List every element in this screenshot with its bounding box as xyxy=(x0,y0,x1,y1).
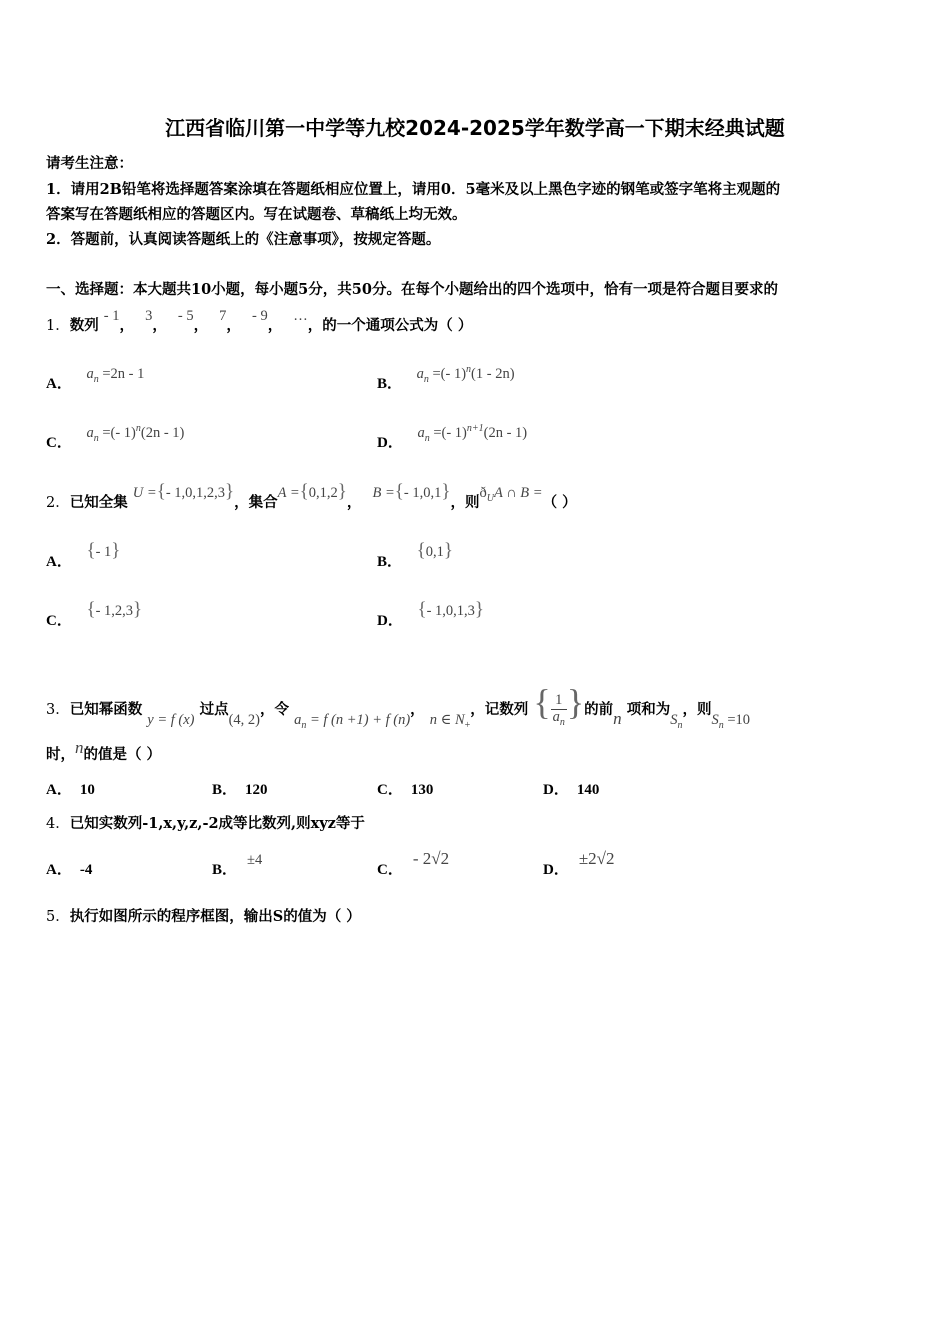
q3-text: 时， xyxy=(46,746,75,763)
q4-option-a[interactable] xyxy=(46,858,92,879)
q3-text: 已知幂函数 xyxy=(69,701,143,718)
q1-prefix: 数列 xyxy=(69,317,99,334)
fraction-denominator: a xyxy=(552,709,560,726)
section-heading: 一、选择题：本大题共10小题，每小题5分，共50分。在每个小题给出的四个选项中，恰有一项是符合题目要求的 xyxy=(46,281,778,298)
notice-line-1b: 答案写在答题纸相应的答题区内。写在试题卷、草稿纸上均无效。 xyxy=(46,206,467,223)
math-var: a xyxy=(416,366,424,382)
q3-text: ，记数列 xyxy=(470,701,529,718)
option-label: B． xyxy=(377,376,403,392)
math-sub: n xyxy=(718,719,724,731)
option-label: C． xyxy=(46,435,72,451)
q4-option-d[interactable] xyxy=(543,849,615,879)
math-var: S xyxy=(711,712,719,728)
option-value: - 2√2 xyxy=(412,849,450,868)
math-expr: A ∩ B = xyxy=(493,485,543,501)
math-set: 0,1 xyxy=(425,544,444,560)
math-sup: n+1 xyxy=(466,423,484,435)
q1-term-6: … xyxy=(293,308,308,324)
option-label: C． xyxy=(377,862,403,878)
math-sub: n xyxy=(423,373,429,385)
q3-option-b[interactable] xyxy=(212,778,268,799)
option-label: A． xyxy=(46,862,72,878)
q1-sep: ， xyxy=(193,317,209,334)
option-label: D． xyxy=(543,862,569,878)
q1-term-5: - 9 xyxy=(251,308,268,324)
q1-option-c[interactable] xyxy=(46,423,185,454)
q3-function: y = f (x) xyxy=(147,712,195,728)
math-expr: U = xyxy=(132,485,157,501)
math-var: S xyxy=(670,712,678,728)
option-value: 120 xyxy=(245,782,268,798)
notice-line-1: 1．请用2B铅笔将选择题答案涂填在答题纸相应位置上，请用0．5毫米及以上黑色字迹的钢笔或签字笔将主观题的 xyxy=(46,181,781,198)
q5-text: 执行如图所示的程序框图，输出S的值为（ ） xyxy=(69,908,361,925)
q1-option-d[interactable] xyxy=(377,423,528,454)
question-3: 3．已知幂函数 y = f (x) 过点(4, 2)，令 $a_n = f$ (n +1) + f (n)， n ∈ $N_+$，记数列 { $\frac{1}{a_n}$ }的前n 项和为$S_n$，则$S_n =10$ xyxy=(46,682,751,731)
q2-text: ，则 xyxy=(450,494,480,511)
q1-sep: ， xyxy=(119,317,135,334)
option-value: -4 xyxy=(79,862,93,878)
q3-text: ，则 xyxy=(682,701,712,718)
math-var: a xyxy=(86,425,94,441)
fraction-numerator: 1 xyxy=(551,693,567,710)
math-sub: n xyxy=(559,717,565,729)
q2-text: ， xyxy=(346,494,362,511)
math-sub: + xyxy=(464,719,471,731)
q4-number: 4． xyxy=(46,816,70,832)
q3-option-c[interactable] xyxy=(377,778,433,799)
option-label: D． xyxy=(543,782,569,798)
math-expr: B = xyxy=(372,485,395,501)
q1-sep: ， xyxy=(152,317,167,334)
q2-universal-set: - 1,0,1,2,3 xyxy=(165,485,226,501)
question-3-line-2 xyxy=(46,738,162,764)
q3-number: 3． xyxy=(46,702,70,718)
q3-point: (4, 2) xyxy=(228,712,260,728)
math-expr: (2n - 1) xyxy=(140,425,185,441)
q4-option-c[interactable] xyxy=(377,849,450,879)
option-label: B． xyxy=(212,862,238,878)
option-value: ±4 xyxy=(247,852,263,868)
math-var: a xyxy=(294,712,302,728)
option-value: ±2√2 xyxy=(578,849,615,868)
option-label: D． xyxy=(377,435,403,451)
q3-text: 过点 xyxy=(199,701,229,718)
q1-option-b[interactable] xyxy=(377,364,515,395)
q3-n: n xyxy=(75,738,84,757)
q2-option-b[interactable]: B． {0,1} xyxy=(377,540,453,570)
option-value: 130 xyxy=(410,782,434,798)
option-label: C． xyxy=(46,613,72,629)
q2-option-a[interactable]: A． {- 1} xyxy=(46,540,121,570)
q2-text: ，集合 xyxy=(234,494,278,511)
math-expr: (1 - 2n) xyxy=(471,366,515,382)
q3-recurrence: = f (n +1) + f (n) xyxy=(309,712,411,728)
question-4 xyxy=(46,812,365,833)
math-var: a xyxy=(86,366,94,382)
q2-set-a: 0,1,2 xyxy=(308,485,338,501)
q3-text: 的值是（ ） xyxy=(83,746,162,763)
math-set: - 1,2,3 xyxy=(95,603,134,619)
math-sub: n xyxy=(93,373,99,385)
math-sub: n xyxy=(424,432,430,444)
q3-text: ，令 xyxy=(260,701,289,718)
q3-text: 的前 xyxy=(584,701,614,718)
notice-heading: 请考生注意： xyxy=(46,155,133,172)
q1-term-1: - 1 xyxy=(103,308,120,324)
notice-line-2: 2．答题前，认真阅读答题纸上的《注意事项》，按规定答题。 xyxy=(46,231,441,248)
q1-option-a[interactable] xyxy=(46,366,145,395)
q1-sep: ， xyxy=(267,317,283,334)
blank-figure-area xyxy=(46,930,906,1310)
math-expr: =(- 1) xyxy=(432,366,467,382)
q3-option-d[interactable] xyxy=(543,778,599,799)
q1-term-3: - 5 xyxy=(177,308,194,324)
q4-text: 已知实数列-1,x,y,z,-2成等比数列,则xyz等于 xyxy=(69,815,365,832)
option-value: 10 xyxy=(79,782,95,798)
q3-option-a[interactable] xyxy=(46,778,95,799)
option-label: B． xyxy=(377,554,403,570)
math-expr: =2n - 1 xyxy=(102,366,145,382)
q4-option-b[interactable] xyxy=(212,852,263,879)
option-label: A． xyxy=(46,376,72,392)
math-expr: A = xyxy=(277,485,300,501)
q5-number: 5． xyxy=(46,909,70,925)
option-label: D． xyxy=(377,613,403,629)
option-label: C． xyxy=(377,782,403,798)
q1-number: 1． xyxy=(46,318,70,334)
q1-suffix: ，的一个通项公式为（ ） xyxy=(307,317,473,334)
math-sub: U xyxy=(486,492,494,504)
math-expr: ð xyxy=(479,485,487,501)
option-label: A． xyxy=(46,554,72,570)
q1-term-2: 3 xyxy=(145,308,153,324)
math-expr: =(- 1) xyxy=(433,425,467,441)
q2-set-b: - 1,0,1 xyxy=(403,485,442,501)
math-set: - 1 xyxy=(95,544,112,560)
math-sub: n xyxy=(301,719,307,731)
question-2: 2．已知全集 U ={- 1,0,1,2,3}，集合A ={0,1,2}， B ={- 1,0,1}，则$ð_UA$ ∩ B =（ ） xyxy=(46,481,577,511)
page-title: 江西省临川第一中学等九校2024-2025学年数学高一下期末经典试题 xyxy=(165,116,785,140)
math-expr: (2n - 1) xyxy=(483,425,528,441)
q2-suffix: （ ） xyxy=(542,494,577,511)
math-set: - 1,0,1,3 xyxy=(426,603,475,619)
option-value: 140 xyxy=(576,782,600,798)
q1-sep: ， xyxy=(226,317,241,334)
q3-n: n xyxy=(613,709,622,728)
math-sup: n xyxy=(135,423,141,435)
math-sub: n xyxy=(677,719,683,731)
math-sup: n xyxy=(466,364,472,376)
q1-term-4: 7 xyxy=(219,308,227,324)
q3-domain: n ∈ N xyxy=(429,712,465,728)
math-sub: n xyxy=(93,432,99,444)
q2-prefix: 已知全集 xyxy=(69,494,128,511)
q3-text: ， xyxy=(410,701,425,718)
option-label: A． xyxy=(46,782,72,798)
q3-text: 项和为 xyxy=(626,701,671,718)
q2-number: 2． xyxy=(46,495,70,511)
q3-sum-value: =10 xyxy=(727,712,751,728)
option-label: B． xyxy=(212,782,238,798)
q2-option-d[interactable]: D． {- 1,0,1,3} xyxy=(377,599,485,629)
question-5 xyxy=(46,905,361,926)
math-var: a xyxy=(417,425,425,441)
question-1 xyxy=(46,308,473,335)
math-expr: =(- 1) xyxy=(102,425,136,441)
q2-option-c[interactable]: C． {- 1,2,3} xyxy=(46,599,143,629)
